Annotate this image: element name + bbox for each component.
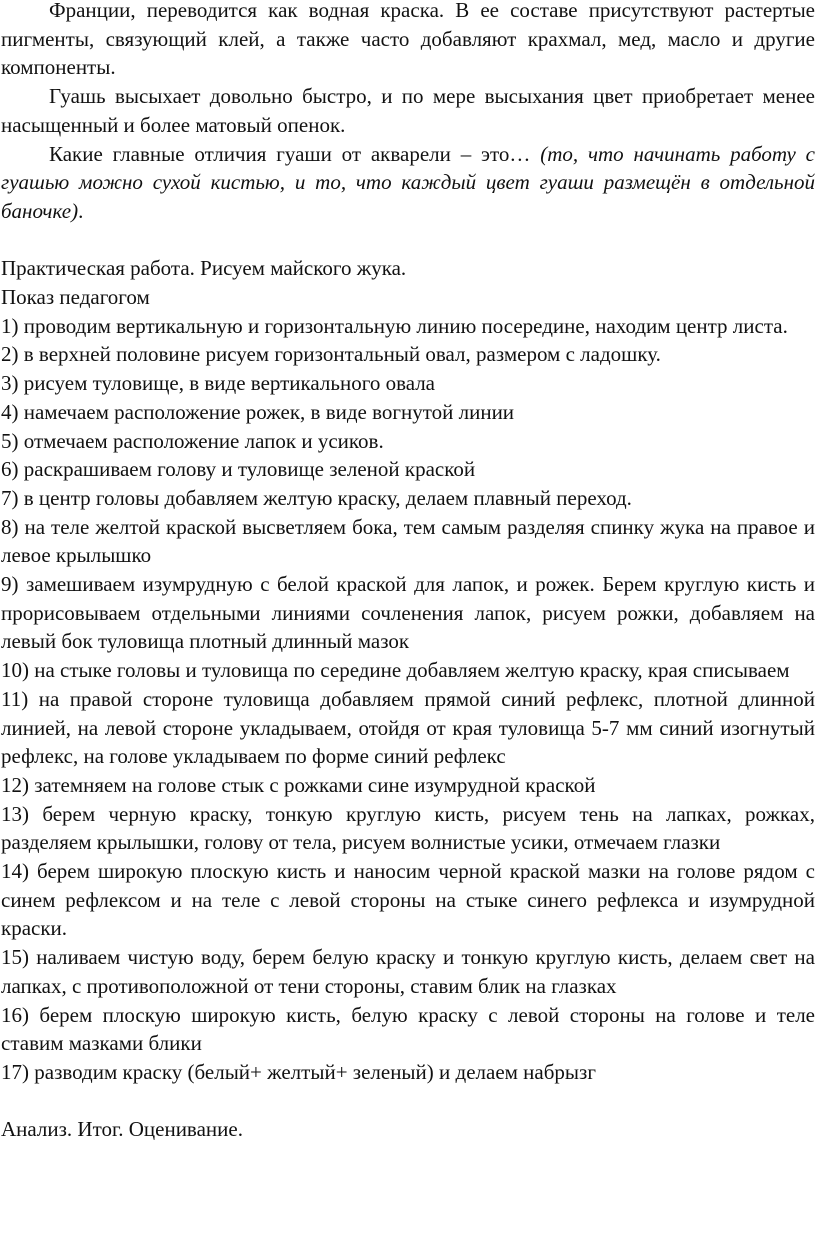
step-item: 10) на стыке головы и туловища по середине добавляем желтую краску, края списываем <box>1 658 790 683</box>
steps-list <box>0 312 816 1087</box>
intro-paragraph-1: Франции, переводится как водная краска. В ее составе присутствуют растертые пигменты, связующий клей, а также часто добавляют крахмал, мед, масло и другие компоненты. <box>1 0 815 80</box>
step-item: 16) берем плоскую широкую кисть, белую краску с левой стороны на голове и теле ставим мазками блики <box>1 1002 815 1056</box>
step-item: 2) в верхней половине рисуем горизонтальный овал, размером с ладошку. <box>1 342 661 367</box>
step-item: 4) намечаем расположение рожек, в виде вогнутой линии <box>1 399 515 424</box>
intro-paragraph-2: Гуашь высыхает довольно быстро, и по мере высыхания цвет приобретает менее насыщенный и более матовый опенок. <box>1 84 815 137</box>
practical-subtitle: Показ педагогом <box>1 285 150 310</box>
step-item: 9) замешиваем изумрудную с белой краской для лапок, и рожек. Берем круглую кисть и прорисовываем отдельными линиями сочленения лапок, рисуем рожки, добавляем на левый бок туловища плотный длинный мазок <box>1 572 815 654</box>
step-item: 17) разводим краску (белый+ желтый+ зеленый) и делаем набрызг <box>1 1060 596 1084</box>
step-item: 1) проводим вертикальную и горизонтальную линию посередине, находим центр листа. <box>1 313 788 338</box>
practical-title: Практическая работа. Рисуем майского жука. <box>1 256 407 281</box>
question-text: Какие главные отличия гуаши от акварели – это… <box>49 141 541 166</box>
blank-line <box>0 226 816 255</box>
step-item: 6) раскрашиваем голову и туловище зеленой краской <box>1 457 476 482</box>
step-item: 14) берем широкую плоскую кисть и наносим черной краской мазки на голове рядом с синем рефлексом и на теле с левой стороны на стыке синего рефлекса и изумрудной краски. <box>1 859 815 941</box>
step-item: 7) в центр головы добавляем желтую краску, делаем плавный переход. <box>1 485 632 510</box>
step-item: 3) рисуем туловище, в виде вертикального овала <box>1 371 436 396</box>
step-item: 13) берем черную краску, тонкую круглую кисть, рисуем тень на лапках, рожках, разделяем крылышки, голову от тела, рисуем волнистые усики, отмечаем глазки <box>1 801 815 855</box>
step-item: 8) на теле желтой краской высветляем бока, тем самым разделяя спинку жука на правое и левое крылышко <box>1 514 815 568</box>
intro-question-paragraph <box>0 140 816 226</box>
step-item: 12) затемняем на голове стык с рожками сине изумрудной краской <box>1 772 596 797</box>
answer-end: . <box>78 198 84 223</box>
answer-text: (то, что начинать работу с гуашью можно сухой кистью, и то, что каждый цвет гуаши размещён в отдельной баночке) <box>1 141 816 223</box>
step-item: 11) на правой стороне туловища добавляем прямой синий рефлекс, плотной длинной линией, на левой стороне укладываем, отойдя от края туловища 5-7 мм синий изогнутый рефлекс, на голове укладываем по форме синий рефлекс <box>1 686 815 769</box>
step-item: 15) наливаем чистую воду, берем белую краску и тонкую круглую кисть, делаем свет на лапках, с противоположной от тени стороны, ставим блик на глазках <box>1 945 815 998</box>
conclusion: Анализ. Итог. Оценивание. <box>1 1117 243 1142</box>
step-item: 5) отмечаем расположение лапок и усиков. <box>1 428 384 453</box>
blank-line <box>0 1087 816 1116</box>
